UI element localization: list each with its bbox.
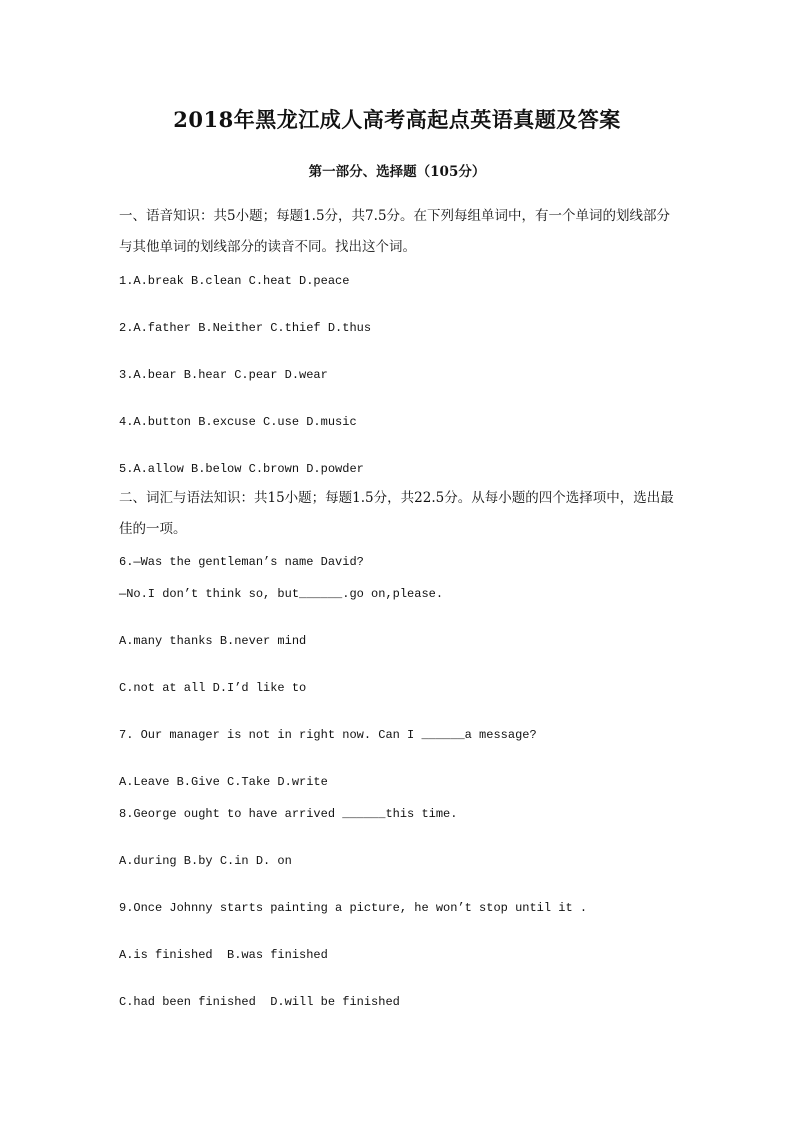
question-2: 2.A.father B.Neither C.thief D.thus [119,321,372,335]
question-4: 4.A.button B.excuse C.use D.music [119,415,357,429]
question-7-options: A.Leave B.Give C.Take D.write [119,775,328,789]
question-6-line2: —No.I don’t think so, but______.go on,please. [119,587,444,601]
question-9: 9.Once Johnny starts painting a picture, he won’t stop until it . [119,901,588,915]
question-9-options-ab: A.is finished B.was finished [119,948,328,962]
question-6-line1: 6.—Was the gentleman’s name David? [119,555,364,569]
section2-heading: 二、词汇与语法知识：共15小题；每题1.5分，共22.5分。从每小题的四个选择项中，选出最佳的一项。 [119,490,674,537]
question-1: 1.A.break B.clean C.heat D.peace [119,274,350,288]
document-title: 2018年黑龙江成人高考高起点英语真题及答案 [173,107,621,132]
question-6-options-cd: C.not at all D.I’d like to [119,681,307,695]
question-6-options-ab: A.many thanks B.never mind [119,634,307,648]
question-9-options-cd: C.had been finished D.will be finished [119,995,400,1009]
question-8-options: A.during B.by C.in D. on [119,854,292,868]
question-7: 7. Our manager is not in right now. Can I ______a message? [119,728,537,742]
question-5: 5.A.allow B.below C.brown D.powder [119,462,364,476]
part-title: 第一部分、选择题（105分） [308,164,486,180]
question-8: 8.George ought to have arrived ______this time. [119,807,458,821]
section1-heading: 一、语音知识：共5小题；每题1.5分，共7.5分。在下列每组单词中，有一个单词的划线部分与其他单词的划线部分的读音不同。找出这个词。 [119,208,671,255]
question-3: 3.A.bear B.hear C.pear D.wear [119,368,328,382]
